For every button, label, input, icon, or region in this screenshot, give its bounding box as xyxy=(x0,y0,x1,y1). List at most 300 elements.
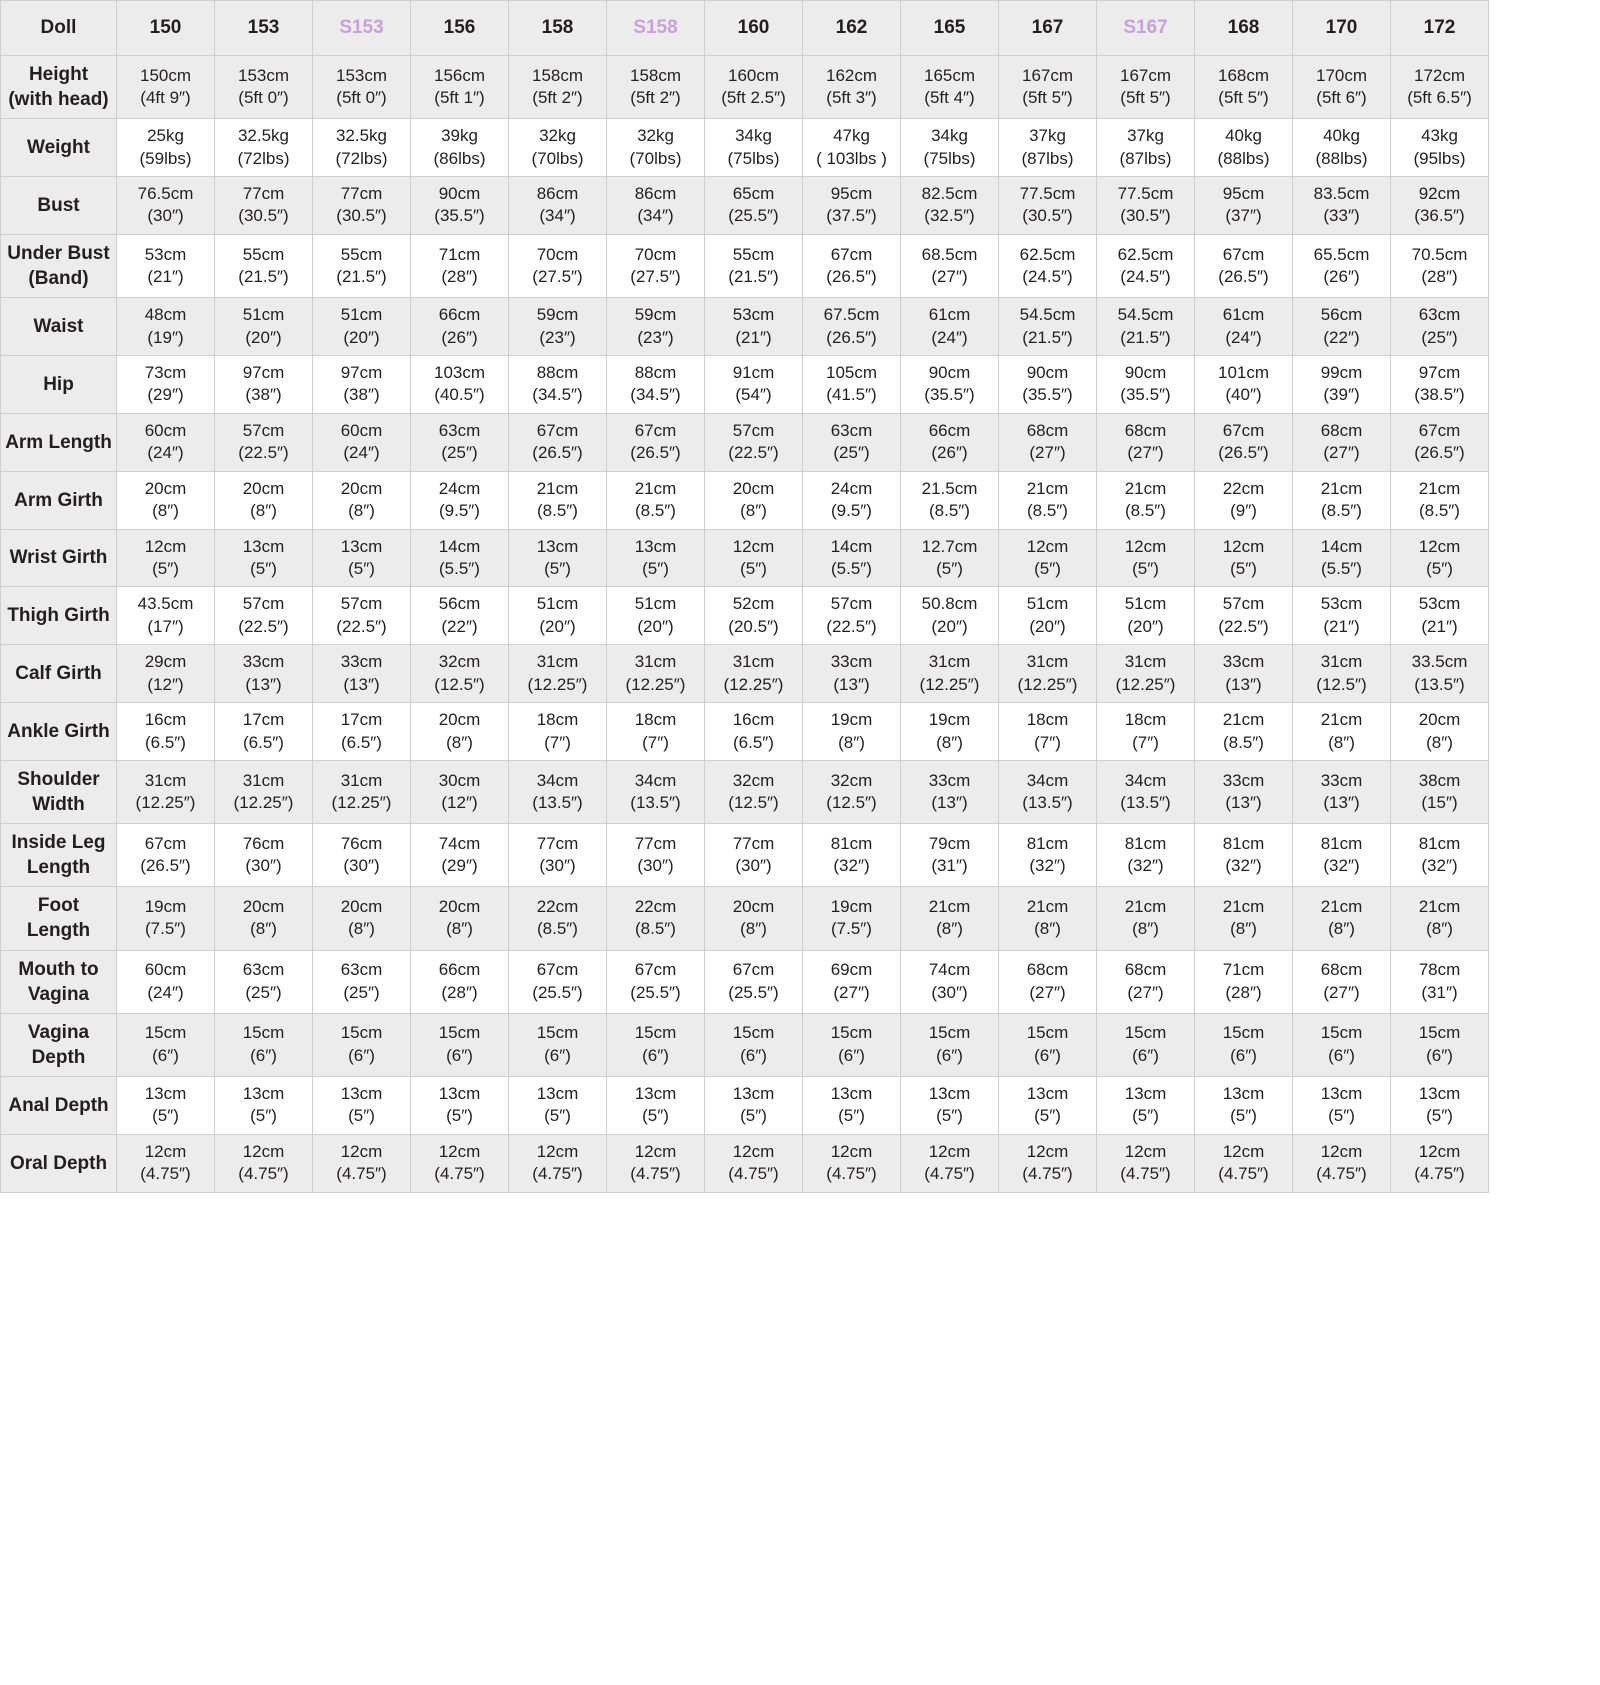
measurement-cell xyxy=(1097,119,1195,177)
measurement-line: 150cm xyxy=(139,65,192,85)
measurement-line: (5ft 6.5″) xyxy=(1407,88,1472,108)
measurement-cell xyxy=(705,529,803,587)
measurement-line: 103cm xyxy=(433,362,486,382)
measurement-cell xyxy=(803,56,901,119)
measurement-line: (12.25″) xyxy=(625,674,686,694)
measurement-line: (26.5″) xyxy=(532,443,583,463)
measurement-cell xyxy=(705,177,803,235)
measurement-line: (25.5″) xyxy=(532,982,583,1002)
measurement-cell xyxy=(215,413,313,471)
measurement-cell xyxy=(901,950,999,1013)
table-row xyxy=(1,234,1489,297)
measurement-cell xyxy=(411,355,509,413)
measurement-line: (8″) xyxy=(1230,919,1257,939)
row-label: Inside Leg Length xyxy=(1,824,117,887)
measurement-cell xyxy=(117,471,215,529)
measurement-line: (5ft 5″) xyxy=(1218,88,1269,108)
measurement-cell xyxy=(607,887,705,950)
measurement-cell xyxy=(117,1134,215,1192)
measurement-line: 43kg xyxy=(1421,126,1458,146)
measurement-cell xyxy=(1195,703,1293,761)
measurement-cell xyxy=(313,1134,411,1192)
measurement-cell xyxy=(1391,587,1489,645)
measurement-line: 158cm xyxy=(629,65,682,85)
measurement-line: 38cm xyxy=(1418,770,1461,790)
measurement-line: (20″) xyxy=(637,616,674,636)
measurement-line: (8.5″) xyxy=(1321,501,1362,521)
measurement-line: (23″) xyxy=(539,327,576,347)
measurement-line: (7″) xyxy=(1034,732,1061,752)
measurement-line: (8.5″) xyxy=(635,919,676,939)
measurement-line: (22″) xyxy=(1323,327,1360,347)
measurement-line: 20cm xyxy=(732,478,775,498)
measurement-line: (22.5″) xyxy=(826,616,877,636)
measurement-cell xyxy=(215,887,313,950)
measurement-cell xyxy=(313,1013,411,1076)
measurement-line: 59cm xyxy=(634,305,677,325)
measurement-line: 66cm xyxy=(928,420,971,440)
measurement-line: (9″) xyxy=(1230,501,1257,521)
measurement-line: (8.5″) xyxy=(635,501,676,521)
table-row xyxy=(1,761,1489,824)
measurement-line: 12cm xyxy=(438,1141,481,1161)
measurement-line: 68cm xyxy=(1124,960,1167,980)
measurement-line: 76cm xyxy=(242,833,285,853)
measurement-line: (13.5″) xyxy=(532,793,583,813)
measurement-line: (5.5″) xyxy=(831,559,872,578)
measurement-line: 57cm xyxy=(242,594,285,614)
measurement-line: 13cm xyxy=(634,536,677,556)
measurement-cell xyxy=(313,56,411,119)
measurement-line: 15cm xyxy=(242,1023,285,1043)
measurement-line: 77cm xyxy=(732,833,775,853)
measurement-line: (8″) xyxy=(348,501,375,521)
measurement-line: 74cm xyxy=(438,833,481,853)
measurement-line: 32cm xyxy=(438,652,481,672)
measurement-line: (21.5″) xyxy=(1022,327,1073,347)
measurement-line: 92cm xyxy=(1418,184,1461,204)
measurement-cell xyxy=(117,413,215,471)
measurement-line: (34.5″) xyxy=(630,385,681,405)
measurement-cell xyxy=(1097,177,1195,235)
measurement-line: 67cm xyxy=(144,833,187,853)
measurement-line: 12cm xyxy=(1124,536,1167,556)
measurement-line: (35.5″) xyxy=(1120,385,1171,405)
measurement-cell xyxy=(1097,887,1195,950)
table-row xyxy=(1,298,1489,356)
measurement-line: 12cm xyxy=(340,1141,383,1161)
table-row xyxy=(1,177,1489,235)
measurement-line: (34.5″) xyxy=(532,385,583,405)
measurement-line: 88cm xyxy=(536,362,579,382)
measurement-line: 70cm xyxy=(634,244,677,264)
measurement-line: (13.5″) xyxy=(1414,674,1465,694)
measurement-line: (70lbs) xyxy=(531,148,584,168)
measurement-line: 12cm xyxy=(928,1141,971,1161)
measurement-line: (4ft 9″) xyxy=(140,88,191,108)
measurement-cell xyxy=(313,824,411,887)
table-header-row xyxy=(1,1,1489,56)
measurement-cell xyxy=(411,413,509,471)
measurement-cell xyxy=(607,471,705,529)
measurement-line: 15cm xyxy=(1124,1023,1167,1043)
row-label: Vagina Depth xyxy=(1,1013,117,1076)
measurement-cell xyxy=(411,234,509,297)
measurement-cell xyxy=(607,1134,705,1192)
measurement-cell xyxy=(509,645,607,703)
measurement-line: (6.5″) xyxy=(733,732,774,752)
measurement-cell xyxy=(901,413,999,471)
measurement-cell xyxy=(999,529,1097,587)
measurement-cell xyxy=(803,1013,901,1076)
measurement-line: (5″) xyxy=(740,559,767,578)
row-label: Weight xyxy=(1,119,117,177)
measurement-line: 15cm xyxy=(1418,1023,1461,1043)
table-row xyxy=(1,645,1489,703)
measurement-line: 13cm xyxy=(438,1083,481,1103)
measurement-line: 77cm xyxy=(634,833,677,853)
measurement-line: (12.5″) xyxy=(826,793,877,813)
measurement-line: 13cm xyxy=(1026,1083,1069,1103)
measurement-cell xyxy=(803,355,901,413)
measurement-line: 167cm xyxy=(1021,65,1074,85)
measurement-line: (70lbs) xyxy=(629,148,682,168)
measurement-line: (30.5″) xyxy=(1022,206,1073,226)
measurement-line: (6.5″) xyxy=(341,732,382,752)
measurement-cell xyxy=(1195,119,1293,177)
measurement-cell xyxy=(313,119,411,177)
measurement-line: 86cm xyxy=(536,184,579,204)
measurement-line: (22.5″) xyxy=(238,616,289,636)
measurement-cell xyxy=(1097,471,1195,529)
measurement-line: (21.5″) xyxy=(238,266,289,286)
measurement-line: 19cm xyxy=(144,897,187,917)
measurement-line: 21cm xyxy=(928,897,971,917)
row-label: Mouth to Vagina xyxy=(1,950,117,1013)
measurement-cell xyxy=(1293,887,1391,950)
measurement-line: (21″) xyxy=(1421,616,1458,636)
measurement-line: (5″) xyxy=(1328,1106,1355,1126)
measurement-line: (5ft 2″) xyxy=(532,88,583,108)
measurement-line: (8″) xyxy=(936,919,963,939)
measurement-line: (39″) xyxy=(1323,385,1360,405)
measurement-line: 13cm xyxy=(340,1083,383,1103)
measurement-cell xyxy=(1097,1076,1195,1134)
measurement-cell xyxy=(901,119,999,177)
column-header-158: 158 xyxy=(509,1,607,56)
measurement-line: 95cm xyxy=(830,184,873,204)
measurement-line: 68cm xyxy=(1320,420,1363,440)
measurement-line: 34cm xyxy=(1124,770,1167,790)
measurement-line: (26.5″) xyxy=(826,266,877,286)
measurement-line: 21cm xyxy=(1026,478,1069,498)
measurement-line: (5ft 0″) xyxy=(336,88,387,108)
column-header-165: 165 xyxy=(901,1,999,56)
measurement-line: (35.5″) xyxy=(434,206,485,226)
measurement-line: 51cm xyxy=(536,594,579,614)
measurement-cell xyxy=(803,119,901,177)
measurement-line: 90cm xyxy=(1124,362,1167,382)
measurement-cell xyxy=(117,234,215,297)
measurement-cell xyxy=(901,645,999,703)
measurement-line: 90cm xyxy=(1026,362,1069,382)
measurement-cell xyxy=(1293,471,1391,529)
measurement-line: 60cm xyxy=(144,420,187,440)
measurement-line: (25″) xyxy=(1421,327,1458,347)
measurement-line: (4.75″) xyxy=(826,1164,877,1184)
measurement-cell xyxy=(1293,234,1391,297)
measurement-line: 70cm xyxy=(536,244,579,264)
measurement-line: 14cm xyxy=(1320,536,1363,556)
measurement-cell xyxy=(509,587,607,645)
measurement-cell xyxy=(1195,56,1293,119)
measurement-line: 67cm xyxy=(1222,244,1265,264)
table-row xyxy=(1,1013,1489,1076)
measurement-line: 21cm xyxy=(1124,478,1167,498)
measurement-line: 51cm xyxy=(634,594,677,614)
measurement-line: (30″) xyxy=(539,856,576,876)
measurement-line: 12cm xyxy=(1222,1141,1265,1161)
measurement-line: (8″) xyxy=(250,919,277,939)
measurement-line: 57cm xyxy=(830,594,873,614)
measurement-line: 43.5cm xyxy=(137,594,194,614)
table-row xyxy=(1,471,1489,529)
measurement-line: (5″) xyxy=(446,1106,473,1126)
measurement-line: (13″) xyxy=(1225,793,1262,813)
measurement-line: 15cm xyxy=(1026,1023,1069,1043)
table-header xyxy=(1,1,1489,56)
measurement-line: (26.5″) xyxy=(1218,266,1269,286)
measurement-line: (31″) xyxy=(1421,982,1458,1002)
measurement-line: (5″) xyxy=(1230,559,1257,578)
measurement-line: (4.75″) xyxy=(336,1164,387,1184)
measurement-cell xyxy=(1097,761,1195,824)
measurement-line: 13cm xyxy=(928,1083,971,1103)
measurement-line: (5″) xyxy=(838,1106,865,1126)
measurement-line: (8.5″) xyxy=(537,919,578,939)
measurement-line: (13.5″) xyxy=(1022,793,1073,813)
measurement-line: 97cm xyxy=(242,362,285,382)
measurement-cell xyxy=(1097,645,1195,703)
measurement-line: 15cm xyxy=(732,1023,775,1043)
measurement-cell xyxy=(1293,645,1391,703)
measurement-line: (27″) xyxy=(931,266,968,286)
measurement-line: (21.5″) xyxy=(728,266,779,286)
measurement-line: (26.5″) xyxy=(1218,443,1269,463)
measurement-cell xyxy=(215,1076,313,1134)
measurement-line: (24.5″) xyxy=(1120,266,1171,286)
measurement-line: 65cm xyxy=(732,184,775,204)
measurement-cell xyxy=(1195,529,1293,587)
measurement-cell xyxy=(509,529,607,587)
measurement-line: 17cm xyxy=(340,710,383,730)
measurement-line: 20cm xyxy=(438,710,481,730)
measurement-cell xyxy=(705,1013,803,1076)
measurement-line: 25kg xyxy=(147,126,184,146)
measurement-line: (5″) xyxy=(152,559,179,578)
table-row xyxy=(1,413,1489,471)
measurement-cell xyxy=(803,413,901,471)
measurement-line: 51cm xyxy=(1026,594,1069,614)
measurement-line: (4.75″) xyxy=(1120,1164,1171,1184)
measurement-line: (7.5″) xyxy=(831,919,872,939)
measurement-line: 77.5cm xyxy=(1117,184,1174,204)
measurement-cell xyxy=(1195,177,1293,235)
measurement-cell xyxy=(705,645,803,703)
measurement-cell xyxy=(607,761,705,824)
measurement-cell xyxy=(607,413,705,471)
measurement-cell xyxy=(117,1076,215,1134)
measurement-line: (12″) xyxy=(441,793,478,813)
column-header-s167: S167 xyxy=(1097,1,1195,56)
measurement-cell xyxy=(215,56,313,119)
measurement-cell xyxy=(411,761,509,824)
measurement-cell xyxy=(215,177,313,235)
measurement-line: 33cm xyxy=(1320,770,1363,790)
measurement-cell xyxy=(117,177,215,235)
measurement-line: (9.5″) xyxy=(831,501,872,521)
measurement-cell xyxy=(803,703,901,761)
measurement-line: (30.5″) xyxy=(336,206,387,226)
measurement-cell xyxy=(509,1013,607,1076)
measurement-line: (7″) xyxy=(642,732,669,752)
measurement-cell xyxy=(999,119,1097,177)
measurement-line: 51cm xyxy=(340,305,383,325)
measurement-line: 15cm xyxy=(144,1023,187,1043)
measurement-line: (12″) xyxy=(147,674,184,694)
measurement-cell xyxy=(999,887,1097,950)
measurement-cell xyxy=(1293,355,1391,413)
measurement-line: 69cm xyxy=(830,960,873,980)
measurement-line: 101cm xyxy=(1217,362,1270,382)
measurement-cell xyxy=(999,761,1097,824)
measurement-line: (4.75″) xyxy=(532,1164,583,1184)
measurement-cell xyxy=(509,298,607,356)
measurement-line: 76.5cm xyxy=(137,184,194,204)
measurement-line: (27″) xyxy=(833,982,870,1002)
measurement-line: (30″) xyxy=(147,206,184,226)
measurement-line: 51cm xyxy=(1124,594,1167,614)
measurement-line: (8″) xyxy=(1426,732,1453,752)
measurement-cell xyxy=(117,1013,215,1076)
measurement-cell xyxy=(1097,355,1195,413)
measurement-cell xyxy=(313,234,411,297)
measurement-cell xyxy=(803,471,901,529)
measurement-cell xyxy=(1391,471,1489,529)
measurement-line: (4.75″) xyxy=(924,1164,975,1184)
measurement-cell xyxy=(1391,298,1489,356)
measurement-line: (4.75″) xyxy=(1022,1164,1073,1184)
measurement-line: 167cm xyxy=(1119,65,1172,85)
measurement-line: 13cm xyxy=(536,1083,579,1103)
measurement-line: 67cm xyxy=(1418,420,1461,440)
measurement-cell xyxy=(411,471,509,529)
measurement-line: 34kg xyxy=(931,126,968,146)
measurement-cell xyxy=(1293,824,1391,887)
measurement-line: (19″) xyxy=(147,327,184,347)
measurement-cell xyxy=(1097,703,1195,761)
measurement-cell xyxy=(215,1134,313,1192)
table-row xyxy=(1,950,1489,1013)
measurement-cell xyxy=(705,1134,803,1192)
measurement-line: 81cm xyxy=(1320,833,1363,853)
measurement-line: (8″) xyxy=(250,501,277,521)
measurement-line: (5ft 5″) xyxy=(1120,88,1171,108)
measurement-cell xyxy=(117,587,215,645)
measurement-line: (25.5″) xyxy=(630,982,681,1002)
measurement-line: (12.25″) xyxy=(1017,674,1078,694)
column-header-167: 167 xyxy=(999,1,1097,56)
measurement-line: 81cm xyxy=(830,833,873,853)
row-label: Bust xyxy=(1,177,117,235)
measurement-line: (5″) xyxy=(1132,1106,1159,1126)
measurement-line: (4.75″) xyxy=(1316,1164,1367,1184)
measurement-cell xyxy=(803,645,901,703)
measurement-line: 81cm xyxy=(1222,833,1265,853)
measurement-cell xyxy=(1293,950,1391,1013)
measurement-cell xyxy=(509,234,607,297)
measurement-cell xyxy=(411,529,509,587)
measurement-line: (8″) xyxy=(1328,732,1355,752)
column-header-168: 168 xyxy=(1195,1,1293,56)
measurement-cell xyxy=(313,177,411,235)
measurement-line: 15cm xyxy=(340,1023,383,1043)
measurement-line: (5ft 2″) xyxy=(630,88,681,108)
measurement-line: 12cm xyxy=(1418,1141,1461,1161)
table-row xyxy=(1,1134,1489,1192)
measurement-line: 32.5kg xyxy=(237,126,290,146)
column-header-s153: S153 xyxy=(313,1,411,56)
measurement-cell xyxy=(1195,1076,1293,1134)
measurement-cell xyxy=(313,355,411,413)
measurement-line: 14cm xyxy=(830,536,873,556)
measurement-line: (38″) xyxy=(245,385,282,405)
measurement-line: 153cm xyxy=(237,65,290,85)
measurement-line: 81cm xyxy=(1418,833,1461,853)
measurement-cell xyxy=(607,824,705,887)
measurement-line: 97cm xyxy=(1418,362,1461,382)
measurement-cell xyxy=(999,1134,1097,1192)
measurement-line: 165cm xyxy=(923,65,976,85)
measurement-cell xyxy=(901,471,999,529)
measurement-line: (6″) xyxy=(348,1045,375,1065)
measurement-line: 22cm xyxy=(634,897,677,917)
measurement-line: 24cm xyxy=(830,478,873,498)
measurement-line: 77cm xyxy=(242,184,285,204)
measurement-line: (25.5″) xyxy=(728,206,779,226)
measurement-cell xyxy=(1293,1013,1391,1076)
measurement-line: (26″) xyxy=(931,443,968,463)
measurement-cell xyxy=(411,587,509,645)
measurement-line: 31cm xyxy=(340,770,383,790)
measurement-cell xyxy=(1195,298,1293,356)
measurement-cell xyxy=(901,587,999,645)
measurement-cell xyxy=(607,950,705,1013)
measurement-line: 54.5cm xyxy=(1019,305,1076,325)
measurement-cell xyxy=(411,950,509,1013)
measurement-line: 18cm xyxy=(634,710,677,730)
measurement-line: 67cm xyxy=(536,420,579,440)
measurement-line: (54″) xyxy=(735,385,772,405)
column-header-156: 156 xyxy=(411,1,509,56)
measurement-cell xyxy=(1097,950,1195,1013)
measurement-cell xyxy=(803,177,901,235)
measurement-line: (75lbs) xyxy=(923,148,976,168)
measurement-cell xyxy=(509,413,607,471)
measurement-cell xyxy=(803,587,901,645)
measurement-line: (20″) xyxy=(539,616,576,636)
measurement-line: 12cm xyxy=(1222,536,1265,556)
